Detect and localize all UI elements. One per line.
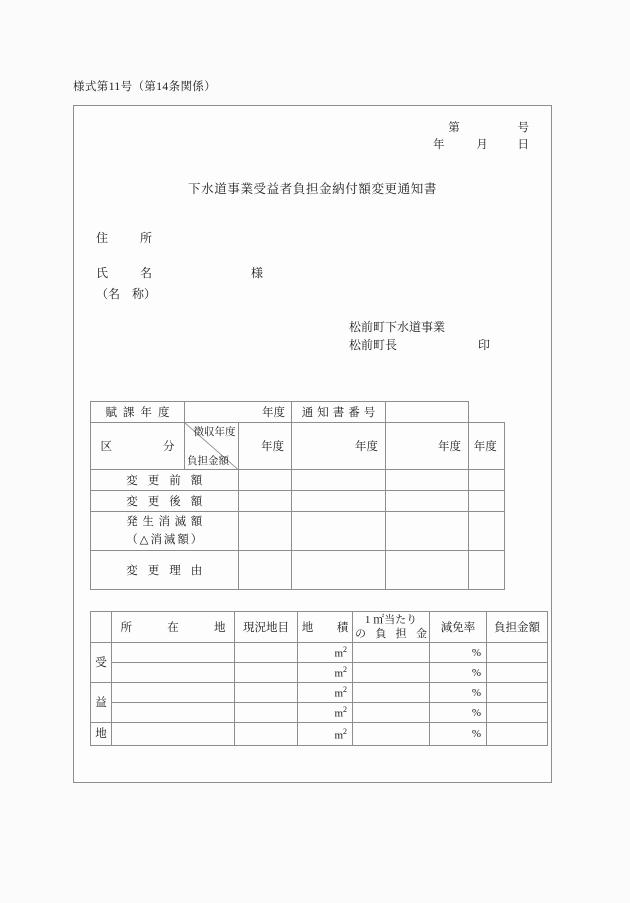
- land-location-2[interactable]: [112, 663, 235, 683]
- side-label-char-3: 地: [91, 723, 112, 746]
- land-area-2[interactable]: [298, 663, 353, 683]
- name-alt-row: [96, 284, 263, 305]
- issuer-title: 松前町長: [349, 338, 398, 352]
- collection-year-label: 徴収年度: [193, 427, 236, 438]
- address-row: [96, 228, 263, 249]
- difference-amount-year3[interactable]: [386, 512, 469, 551]
- after-amount-year3[interactable]: [386, 491, 469, 512]
- before-amount-year4[interactable]: [469, 470, 505, 491]
- assessment-header-row: [91, 402, 541, 423]
- issuer-organization: 松前町下水道事業: [349, 320, 446, 334]
- fiscal-year-label: 賦課年度: [91, 402, 185, 423]
- location-header-text: 所在地: [120, 622, 226, 634]
- document-number-and-date: [433, 120, 529, 154]
- land-category-4[interactable]: [235, 703, 298, 723]
- issuer-title-row: [349, 336, 490, 354]
- land-unit-charge-5[interactable]: [353, 723, 430, 746]
- kubun-label-text: 区分: [100, 441, 175, 453]
- land-area-4[interactable]: [298, 703, 353, 723]
- change-reason-cell-3[interactable]: [386, 551, 469, 590]
- area-unit-superscript: 2: [343, 665, 347, 675]
- row-label-text: 発生消滅額: [126, 516, 203, 528]
- land-rate-2[interactable]: %: [430, 663, 487, 683]
- current-category-header: 現況地目: [235, 612, 298, 643]
- table-row: [91, 470, 541, 491]
- after-amount-year4[interactable]: [469, 491, 505, 512]
- area-header-text: 地積: [301, 622, 349, 634]
- land-area-3[interactable]: [298, 683, 353, 703]
- land-category-3[interactable]: [235, 683, 298, 703]
- area-unit: m: [334, 707, 343, 720]
- land-charge-4[interactable]: [487, 703, 548, 723]
- land-location-1[interactable]: [112, 643, 235, 663]
- beneficiary-land-table: [90, 611, 548, 746]
- table-row: [91, 663, 548, 683]
- unit-charge-header: [353, 612, 430, 643]
- unit-charge-header-line2: の負担金: [355, 628, 427, 640]
- assessment-column-header-row: [91, 423, 541, 470]
- charge-amount-label: 負担金額: [187, 456, 229, 467]
- row-label-after-amount: [91, 491, 239, 512]
- land-location-3[interactable]: [112, 683, 235, 703]
- before-amount-year2[interactable]: [292, 470, 386, 491]
- fiscal-year-value[interactable]: 年度: [185, 402, 292, 423]
- diagonal-split-cell: [185, 423, 239, 470]
- table-row: [91, 551, 541, 590]
- land-category-2[interactable]: [235, 663, 298, 683]
- after-amount-year1[interactable]: [238, 491, 292, 512]
- area-unit-superscript: 2: [343, 726, 347, 736]
- address-label: 住 所: [96, 231, 163, 245]
- name-label: 氏 名: [96, 266, 163, 280]
- document-number-prefix: 第: [448, 122, 460, 134]
- document-title: 下水道事業受益者負担金納付額変更通知書: [188, 182, 437, 196]
- addressee-block: [96, 228, 263, 305]
- side-label-corner: [91, 612, 112, 643]
- year-column-header-4[interactable]: 年度: [469, 423, 505, 470]
- document-number-suffix: 号: [517, 122, 529, 134]
- difference-amount-year2[interactable]: [292, 512, 386, 551]
- before-amount-year1[interactable]: [238, 470, 292, 491]
- side-label-char-1: 受: [91, 643, 112, 683]
- land-location-4[interactable]: [112, 703, 235, 723]
- area-unit-superscript: 2: [343, 705, 347, 715]
- land-unit-charge-1[interactable]: [353, 643, 430, 663]
- land-rate-4[interactable]: %: [430, 703, 487, 723]
- area-header: [298, 612, 353, 643]
- table-row: [91, 491, 541, 512]
- side-label-char-2: 益: [91, 683, 112, 723]
- land-charge-2[interactable]: [487, 663, 548, 683]
- change-reason-cell-4[interactable]: [469, 551, 505, 590]
- change-reason-cell-1[interactable]: [238, 551, 292, 590]
- location-header: [112, 612, 235, 643]
- land-unit-charge-2[interactable]: [353, 663, 430, 683]
- change-reason-cell-2[interactable]: [292, 551, 386, 590]
- date-month-label: 月: [476, 139, 488, 151]
- difference-amount-year4[interactable]: [469, 512, 505, 551]
- date-day-label: 日: [517, 139, 529, 151]
- land-charge-5[interactable]: [487, 723, 548, 746]
- land-rate-1[interactable]: %: [430, 643, 487, 663]
- kubun-label: [91, 423, 185, 470]
- table-row: [91, 723, 548, 746]
- row-label-text: 変更前額: [126, 475, 203, 487]
- row-label-change-reason: [91, 551, 239, 590]
- issuer-block: [349, 318, 490, 354]
- area-unit: m: [334, 687, 343, 700]
- row-label-text: 変更後額: [126, 496, 203, 508]
- form-number: 様式第11号（第14条関係）: [73, 81, 217, 93]
- land-unit-charge-3[interactable]: [353, 683, 430, 703]
- reduction-rate-header: 減免率: [430, 612, 487, 643]
- land-charge-3[interactable]: [487, 683, 548, 703]
- before-amount-year3[interactable]: [386, 470, 469, 491]
- area-unit: m: [334, 667, 343, 680]
- land-header-row: [91, 612, 548, 643]
- area-unit-superscript: 2: [343, 645, 347, 655]
- table-row: [91, 703, 548, 723]
- year-column-header-3[interactable]: 年度: [386, 423, 469, 470]
- difference-amount-year1[interactable]: [238, 512, 292, 551]
- notice-number-value[interactable]: [386, 402, 469, 423]
- land-area-1[interactable]: [298, 643, 353, 663]
- addressee-spacer: [96, 249, 263, 263]
- honorific-label: 様: [251, 266, 264, 280]
- land-rate-5[interactable]: %: [430, 723, 487, 746]
- document-number-line: [433, 120, 529, 137]
- area-unit: m: [334, 729, 343, 742]
- unit-charge-header-line1: 1 ㎡当たり: [364, 614, 418, 626]
- document-date-line: [433, 137, 529, 154]
- seal-icon: 印: [478, 338, 491, 352]
- land-category-5[interactable]: [235, 723, 298, 746]
- land-location-5[interactable]: [112, 723, 235, 746]
- date-year-label: 年: [433, 139, 445, 151]
- notice-number-label: 通知書番号: [292, 402, 386, 423]
- table-row: [91, 512, 541, 551]
- charge-amount-header: 負担金額: [487, 612, 548, 643]
- row-label-before-amount: [91, 470, 239, 491]
- land-unit-charge-4[interactable]: [353, 703, 430, 723]
- land-rate-3[interactable]: %: [430, 683, 487, 703]
- name-row: [96, 263, 263, 284]
- land-category-1[interactable]: [235, 643, 298, 663]
- name-alt-label: （名 称）: [96, 287, 157, 301]
- year-column-header-2[interactable]: 年度: [292, 423, 386, 470]
- row-label-difference-amount: [91, 512, 239, 551]
- after-amount-year2[interactable]: [292, 491, 386, 512]
- row-label-text-second-line: （△消滅額）: [126, 534, 203, 546]
- assessment-table: [90, 401, 540, 590]
- land-charge-1[interactable]: [487, 643, 548, 663]
- area-unit-superscript: 2: [343, 685, 347, 695]
- row-label-text: 変更理由: [126, 565, 203, 577]
- area-unit: m: [334, 647, 343, 660]
- table-row: [91, 683, 548, 703]
- year-column-header-1[interactable]: 年度: [238, 423, 292, 470]
- table-row: [91, 643, 548, 663]
- header-filler: [469, 402, 541, 423]
- form-sheet: [73, 105, 552, 783]
- land-area-5[interactable]: [298, 723, 353, 746]
